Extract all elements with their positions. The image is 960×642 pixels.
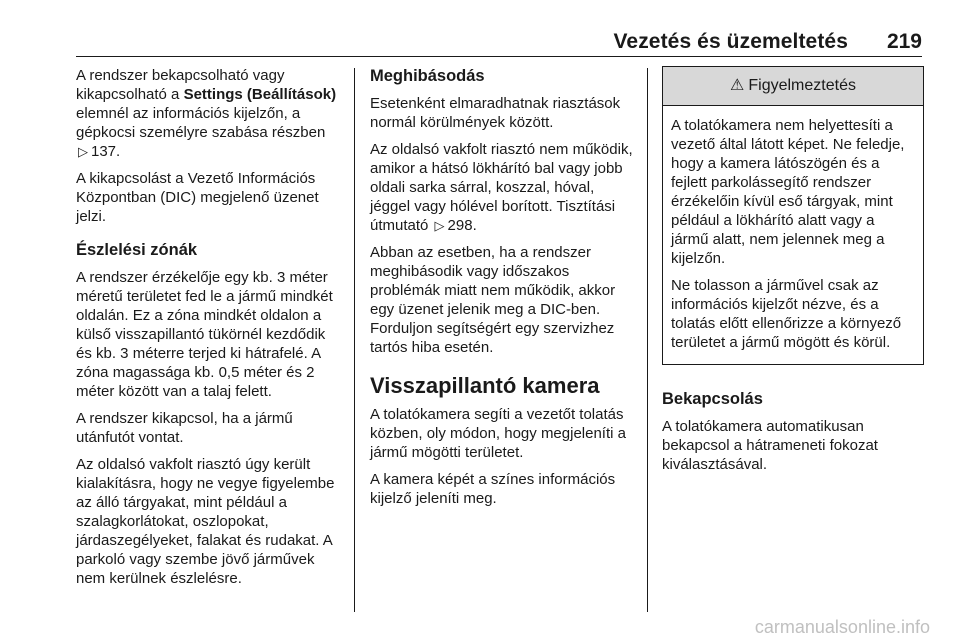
section-title: Vezetés és üzemeltetés [613, 30, 848, 53]
warning-title: Figyelmeztetés [748, 77, 856, 94]
page-number: 219 [886, 30, 922, 53]
paragraph-static-objects: Az oldalsó vakfolt riasztó úgy került kialakításra, hogy ne vegye figyelembe az álló tárgyakat, mint például a szalagkorlátokat, oszlopokat, járdaszegélyeket, falakat és rudakat. A parkoló vagy szembe jövő járművek nem kerülnek észlelésre. [76, 456, 335, 587]
column-2 [370, 66, 634, 516]
page-header [0, 0, 960, 58]
column-3 [662, 66, 924, 482]
paragraph-activation: A tolatókamera automatikusan bekapcsol a hátrameneti fokozat kiválasztásával. [662, 418, 878, 473]
paragraph-camera-helps: A tolatókamera segíti a vezetőt tolatás közben, oly módon, hogy megjeleníti a jármű mögötti területet. [370, 406, 626, 461]
warning-paragraph-2: Ne tolasson a járművel csak az információs kijelzőt nézve, és a tolatás előtt ellenőrizze a környező területet a jármű mögött és körül. [671, 277, 902, 351]
paragraph-system-fault: Abban az esetben, ha a rendszer meghibásodik vagy időszakos problémák miatt nem működik, akkor egy üzenet jelenik meg a DIC-ben. Forduljon segítségért egy szervizhez tartós hiba esetén. [370, 244, 616, 356]
warning-paragraph-1: A tolatókamera nem helyettesíti a vezető által látott képet. Ne feledje, hogy a kamera látószögén és a fejlett parkolássegítő rendszer érzékelőin kívül eső tárgyak, mint például a lökhárító alatt vagy a jármű alatt, nem jelennek meg a kijelzőn. [671, 117, 905, 267]
warning-box [662, 66, 924, 365]
page-ref[interactable]: 137. [91, 143, 121, 160]
heading-rear-camera: Visszapillantó kamera [370, 373, 600, 398]
paragraph-trailer: A rendszer kikapcsol, ha a jármű utánfutót vontat. [76, 410, 293, 446]
warning-triangle-icon: ⚠ [730, 77, 745, 94]
paragraph-camera-display: A kamera képét a színes információs kijelző jeleníti meg. [370, 471, 616, 507]
column-divider-2 [647, 68, 648, 612]
header-divider [76, 56, 922, 57]
settings-menu-label: Settings (Beállítások) [183, 86, 337, 103]
paragraph-missed-alerts: Esetenként elmaradhatnak riasztások normál körülmények között. [370, 95, 621, 131]
heading-fault: Meghibásodás [370, 67, 485, 85]
warning-header [663, 67, 923, 106]
ref-arrow-icon: ▷ [434, 218, 445, 233]
warning-body [663, 106, 923, 364]
watermark: carmanualsonline.info [754, 617, 930, 637]
heading-detection-zones: Észlelési zónák [76, 241, 198, 259]
ref-arrow-icon: ▷ [78, 144, 88, 159]
paragraph-settings: A rendszer bekapcsolható vagy kikapcsolható a Settings (Beállítások) elemnél az információs kijelzőn, a gépkocsi személyre szabása részben ▷ 137. [76, 67, 337, 160]
paragraph-dic: A kikapcsolást a Vezető Információs Központban (DIC) megjelenő üzenet jelzi. [76, 170, 319, 225]
paragraph-dirty-bumper: Az oldalsó vakfolt riasztó nem működik, amikor a hátsó lökhárító bal vagy jobb oldali sarka sárral, koszzal, hóval, jéggel vagy hólével borított. Tisztítási útmutató ▷ 298. [370, 141, 633, 234]
column-divider-1 [354, 68, 355, 612]
column-1 [76, 66, 344, 596]
heading-activation: Bekapcsolás [662, 390, 763, 408]
page-ref[interactable]: 298. [447, 217, 477, 234]
paragraph-zones: A rendszer érzékelője egy kb. 3 méter méretű területet fed le a jármű mindkét oldalán. Ez a zóna mindkét oldalon a külső visszapillantó tükörnél kezdődik és kb. 3 méterre terjed ki hátrafelé. A zóna magassága kb. 0,5 méter és 2 méter között van a talaj felett. [76, 269, 333, 400]
